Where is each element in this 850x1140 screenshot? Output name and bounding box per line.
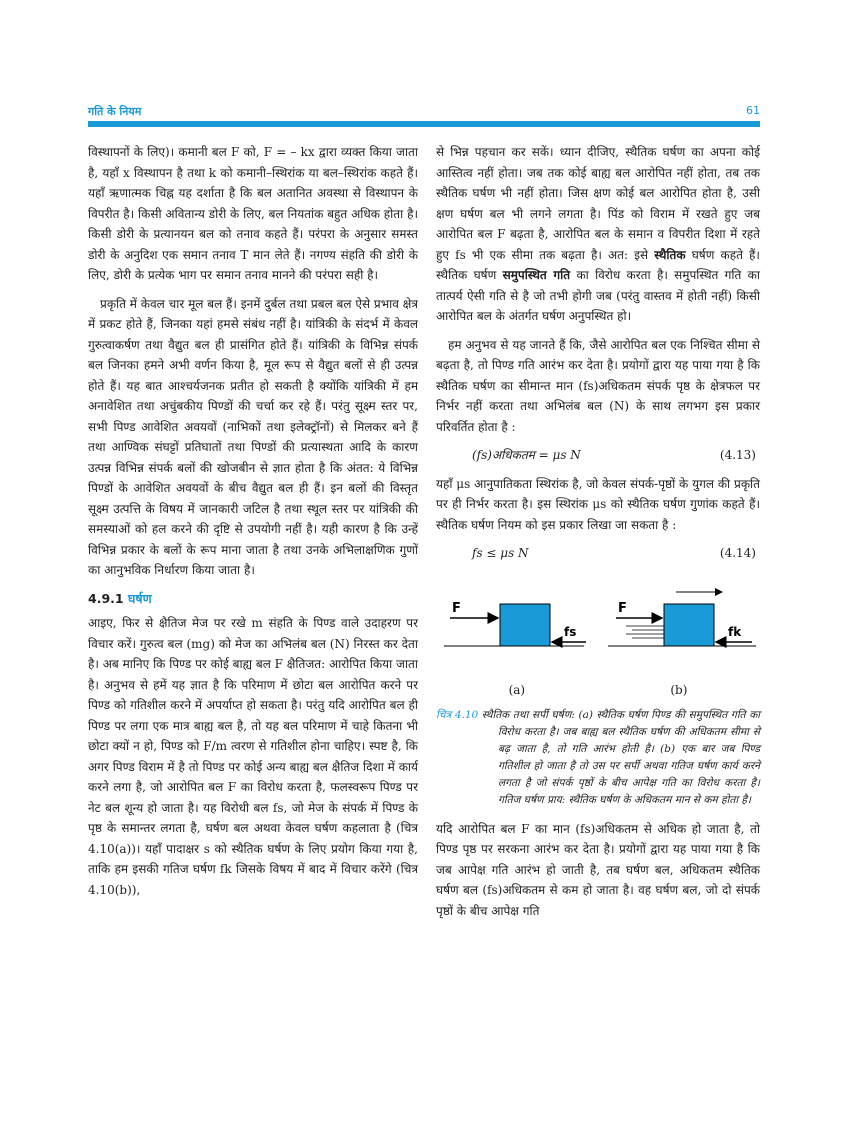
block-b xyxy=(664,604,714,646)
force-label-b: F xyxy=(618,600,627,616)
equation: (fs)अधिकतम = μs N xyxy=(472,448,581,462)
figure-caption xyxy=(436,707,760,809)
right-column xyxy=(436,142,760,929)
section-heading xyxy=(88,589,418,610)
section-number: 4.9.1 xyxy=(88,590,124,606)
equation-4-14 xyxy=(436,543,760,564)
paragraph: विस्थापनों के लिए)। कमानी बल F को, F = – kx द्वारा व्यक्त किया जाता है, यहाँ x विस्थापन है तथा k को कमानी–स्थिरांक या बल–स्थिरांक कहते हैं। यहाँ ऋणात्मक चिह्न यह दर्शाता है कि बल अतानित अवस्था से विस्थापन के विपरीत है। किसी अवितान्य डोरी के लिए, बल नियतांक बहुत अधिक होता है। किसी डोरी के प्रत्यानयन बल को तनाव कहते हैं। परंपरा के अनुसार समस्त डोरी के अनुदिश एक समान तनाव T मान लेते हैं। नगण्य संहति की डोरी के लिए, डोरी के प्रत्येक भाग पर समान तनाव मानने की परंपरा सही है। xyxy=(88,145,418,282)
page-number: 61 xyxy=(746,104,760,117)
paragraph: प्रकृति में केवल चार मूल बल हैं। इनमें दुर्बल तथा प्रबल बल ऐसे प्रभाव क्षेत्र में प्रकट होते हैं, जिनका यहां हमसे संबंध नहीं है। यांत्रिकी के संदर्भ में केवल गुरुत्वाकर्षण तथा वैद्युत बल ही प्रासंगित होते हैं। यांत्रिकी के विभिन्न संपर्क बल जिनका हमने अभी वर्णन किया है, मूल रूप से वैद्युत बलों से ही उत्पन्न होते हैं। यह बात आश्चर्यजनक प्रतीत हो सकती है क्योंकि यांत्रिकी में हम अनावेशित तथा अचुंबकीय पिण्डों की चर्चा कर रहे हैं। परंतु सूक्ष्म स्तर पर, सभी पिण्ड आवेशित अवयवों (नाभिकों तथा इलेक्ट्रॉनों) से मिलकर बने हैं तथा आण्विक संघट्टों प्रतिघातों तथा पिण्डों की प्रत्यास्थता आदि के कारण उत्पन्न विभिन्न संपर्क बलों की खोजबीन से ज्ञात होता है कि अंतत: ये विभिन्न पिण्डों के आवेशित अवयवों के बीच वैद्युत बल ही हैं। इन बलों की विस्तृत सूक्ष्म उत्पत्ति के विषय में जानकारी जटिल है तथा स्थूल स्तर पर यांत्रिकी की समस्याओं को हल करने की दृष्टि से उपयोगी नहीं है। यही कारण है कि उन्हें विभिन्न प्रकार के बलों के रूप माना जाता है तथा उनके अभिलाक्षणिक गुणों का आनुभविक निर्धारण किया जाता है। xyxy=(88,296,418,577)
motion-lines xyxy=(626,626,664,638)
section-title: घर्षण xyxy=(127,590,152,606)
text-run: घर्षण कहते हैं। स्थैतिक घर्षण xyxy=(436,247,760,282)
paragraph: यदि आरोपित बल F का मान (fs)अधिकतम से अधिक हो जाता है, तो पिण्ड पृष्ठ पर सरकना आरंभ कर देता है। प्रयोगों द्वारा यह पाया गया है कि जब आपेक्ष गति आरंभ हो जाती है, तब घर्षण बल, अधिकतम स्थैतिक घर्षण बल (fs)अधिकतम से कम हो जाता है। वह घर्षण बल, जो दो संपर्क पृष्ठों के बीच आपेक्ष गति xyxy=(436,821,760,918)
fk-label: fk xyxy=(728,624,742,639)
sublabel-a: (a) xyxy=(508,683,526,697)
paragraph xyxy=(436,142,760,327)
equation-number: (4.14) xyxy=(719,546,756,560)
fs-label: fs xyxy=(564,624,577,639)
running-header: गति के नियम xyxy=(88,105,142,118)
friction-figure xyxy=(436,574,760,674)
paragraph: आइए, फिर से क्षैतिज मेज पर रखे m संहति के पिण्ड वाले उदाहरण पर विचार करें। गुरुत्व बल (mg) को मेज का अभिलंब बल (N) निरस्त कर देता है। अब मानिए कि पिण्ड पर कोई बाह्य बल F क्षैतिजत: आरोपित किया जाता है। अनुभव से हमें यह ज्ञात है कि परिमाण में छोटा बल आरोपित करने पर पिण्ड को गतिशील करने में अपर्याप्त हो सकता है। परंतु यदि आरोपित बल ही पिण्ड पर लगा एक मात्र बाह्य बल है, तो यह बल परिमाण में चाहे कितना भी छोटा क्यों न हो, पिण्ड को F/m त्वरण से गतिशील होना चाहिए। स्पष्ट है, कि अगर पिण्ड विराम में है तो पिण्ड पर कोई अन्य बाह्य बल क्षैतिज दिशा में कार्य करने लगा है, जो आरोपित बल F का विरोध करता है, फलस्वरूप पिण्ड पर नेट बल शून्य हो जाता है। यह विरोधी बल fs, जो मेज के संपर्क में पिण्ड के पृष्ठ के समान्तर लगता है, घर्षण बल अथवा केवल घर्षण कहलाता है (चित्र 4.10(a))। यहाँ पादाक्षर s को स्थैतिक घर्षण के लिए प्रयोग किया गया है, ताकि हम इसकी गतिज घर्षण fk जिसके विषय में बाद में विचार करेंगे (चित्र 4.10(b)), xyxy=(88,616,418,897)
equation-4-13 xyxy=(436,445,760,466)
paragraph: हम अनुभव से यह जानते हैं कि, जैसे आरोपित बल एक निश्चित सीमा से बढ़ता है, तो पिण्ड गति आरंभ कर देता है। प्रयोगों द्वारा यह पाया गया है कि स्थैतिक घर्षण का सीमान्त मान (fs)अधिकतम संपर्क पृष्ठ के क्षेत्रफल पर निर्भर नहीं करता तथा अभिलंब बल (N) के साथ लगभग इस प्रकार परिवर्तित होता है : xyxy=(436,337,760,434)
equation: fs ≤ μs N xyxy=(472,546,529,560)
bold-term: स्थैतिक xyxy=(654,247,686,262)
header-rule xyxy=(88,121,760,127)
left-column xyxy=(88,142,418,908)
equation-number: (4.13) xyxy=(719,448,756,462)
force-label-a: F xyxy=(452,600,461,616)
figure-sublabels xyxy=(436,680,760,701)
caption-text: स्थैतिक तथा सर्पी घर्षण: (a) स्थैतिक घर्षण पिण्ड की समुपस्थित गति का विरोध करता है। जब बाह्य बल स्थैतिक घर्षण की अधिकतम सीमा से बढ़ जाता है, तो गति आरंभ होती है। (b) एक बार जब पिण्ड गतिशील हो जाता है तो उस पर सर्पी अथवा गतिज घर्षण कार्य करने लगता है जो संपर्क पृष्ठों के बीच आपेक्ष गति का विरोध करता है। गतिज घर्षण प्राय: स्थैतिक घर्षण के अधिकतम मान से कम होता है। xyxy=(481,708,760,806)
paragraph: यहाँ μs आनुपातिकता स्थिरांक है, जो केवल संपर्क-पृष्ठों के युगल की प्रकृति पर ही निर्भर करता है। इस स्थिरांक μs को स्थैतिक घर्षण गुणांक कहते हैं। स्थैतिक घर्षण नियम को इस प्रकार लिखा जा सकता है : xyxy=(436,476,760,532)
block-a xyxy=(500,604,550,646)
text-run: का विरोध करता है। समुपस्थित गति का तात्पर्य ऐसी गति से है जो तभी होगी जब (परंतु वास्तव में होती नहीं) किसी आरोपित बल के अंतर्गत घर्षण अनुपस्थित हो। xyxy=(436,268,760,323)
bold-term: समुपस्थित गति xyxy=(502,268,571,282)
caption-label: चित्र 4.10 xyxy=(436,708,479,721)
sublabel-b: (b) xyxy=(670,683,688,697)
text-run: से भिन्न पहचान कर सकें। ध्यान दीजिए, स्थैतिक घर्षण का अपना कोई आस्तित्व नहीं होता। जब तक कोई बाह्य बल आरोपित नहीं होता, तब तक स्थैतिक घर्षण भी नहीं होता। जिस क्षण कोई बल आरोपित होता है, उसी क्षण घर्षण बल भी लगने लगता है। पिंड को विराम में रखते हुए जब आरोपित बल F बढ़ता है, आरोपित बल के समान व विपरीत दिशा में रहते हुए fs भी एक सीमा तक बढ़ता है। अत: इसे xyxy=(436,145,760,262)
